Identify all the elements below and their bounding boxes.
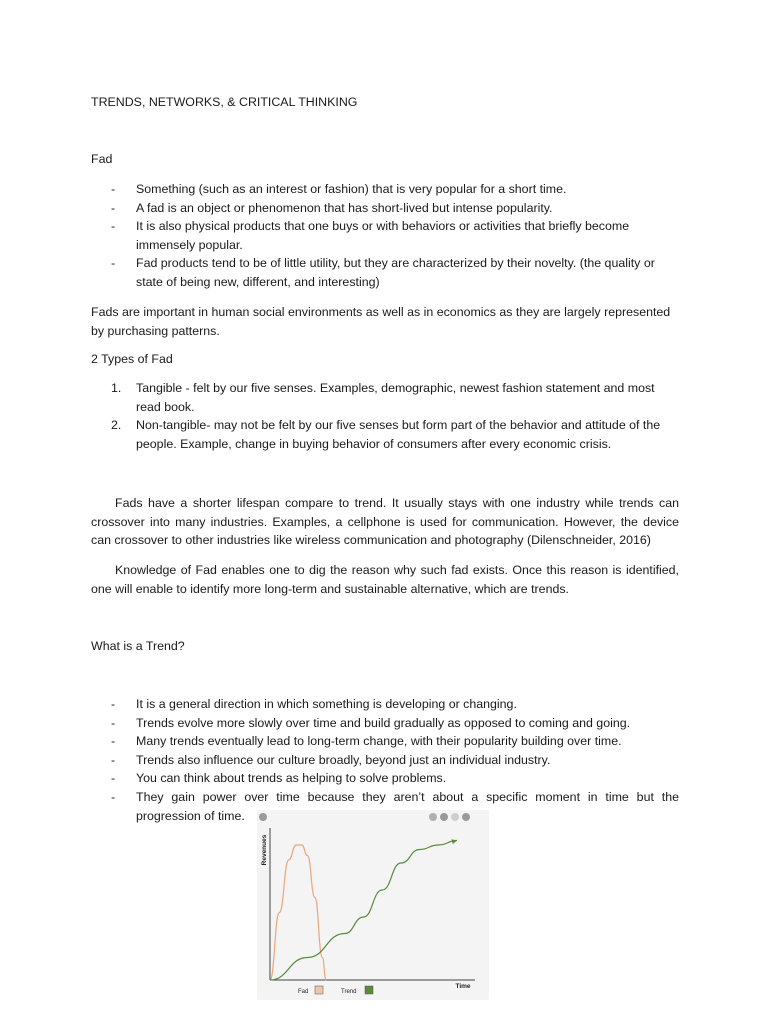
y-axis-label: Revenues [261,834,268,866]
list-item-text: Fad products tend to be of little utility, but they are characterized by their novelty. (the quality or state of being new, different, and interesting) [136,256,655,289]
fad-definition-list [91,180,679,292]
fad-vs-trend-chart [257,810,489,1000]
reset-icon [429,813,437,821]
dash-marker: - [111,697,116,711]
knowledge-paragraph: Knowledge of Fad enables one to dig the reason why such fad exists. Once this reason is identified, one will enable to identify more long-term and sustainable alternative, which are trends. [91,563,679,596]
list-item-text: A fad is an object or phenomenon that has short-lived but intense popularity. [136,200,553,215]
trend-heading: What is a Trend? [91,639,185,653]
types-heading: 2 Types of Fad [91,352,173,366]
list-item-text: Non-tangible- may not be felt by our five senses but form part of the behavior and attitude of the people. Example, change in buying behavior of consumers after every economic crisis. [136,418,661,451]
legend-label-trend: Trend [341,989,357,995]
list-item [91,254,679,291]
number-marker: 1. [111,381,122,395]
dash-marker: - [111,256,116,271]
zoom-icon [440,813,448,821]
list-item-text: You can think about trends as helping to solve problems. [136,771,447,786]
list-item [91,180,679,199]
dash-marker: - [111,715,116,730]
x-axis-label: Time [455,983,471,990]
fad-types-list [91,379,679,453]
legend-swatch-fad [315,986,323,994]
document-title: TRENDS, NETWORKS, & CRITICAL THINKING [91,95,358,109]
dash-marker: - [111,182,116,196]
series-line-trend [270,841,457,981]
legend-label-fad: Fad [298,989,309,995]
pan-icon [451,813,459,821]
close-icon [259,813,267,821]
trend-definition-list [91,695,679,825]
list-item-text: Many trends eventually lead to long-term change, with their popularity building over time. [136,734,622,749]
list-item [91,416,679,453]
list-item-text: Tangible - felt by our five senses. Examples, demographic, newest fashion statement and most read book. [136,381,655,414]
dash-marker: - [111,200,116,215]
list-item-text: It is a general direction in which something is developing or changing. [136,697,517,711]
dash-marker: - [111,789,116,804]
list-item [91,217,679,254]
list-item [91,695,679,714]
list-item [91,199,679,218]
series-layer [270,839,457,980]
legend-swatch-trend [365,986,373,994]
list-item-text: Trends also influence our culture broadly, beyond just an individual industry. [136,752,551,767]
list-item-text: Something (such as an interest or fashion) that is very popular for a short time. [136,182,567,196]
list-item [91,379,679,416]
list-item [91,732,679,751]
list-item-text: Trends evolve more slowly over time and build gradually as opposed to coming and going. [136,715,631,730]
dash-marker: - [111,771,116,786]
fad-heading: Fad [91,152,113,166]
list-item [91,714,679,733]
list-item [91,751,679,770]
dash-marker: - [111,734,116,749]
chart-svg [257,810,489,1000]
list-item-text: They gain power over time because they aren’t about a specific moment in time but the progression of time. [136,789,679,823]
dash-marker: - [111,219,116,234]
number-marker: 2. [111,418,122,433]
dash-marker: - [111,752,116,767]
list-item-text: It is also physical products that one buys or with behaviors or activities that briefly become immensely popular. [136,219,630,252]
lifespan-paragraph: Fads have a shorter lifespan compare to trend. It usually stays with one industry while trends can crossover into many industries. Examples, a cellphone is used for communication. However, the device can crossover to other industries like wireless communication and photography (Dilenschneider, 2016) [91,496,679,548]
fads-importance-paragraph: Fads are important in human social environments as well as in economics as they are largely represented by purchasing patterns. [91,305,671,338]
list-item [91,769,679,788]
settings-icon [462,813,470,821]
